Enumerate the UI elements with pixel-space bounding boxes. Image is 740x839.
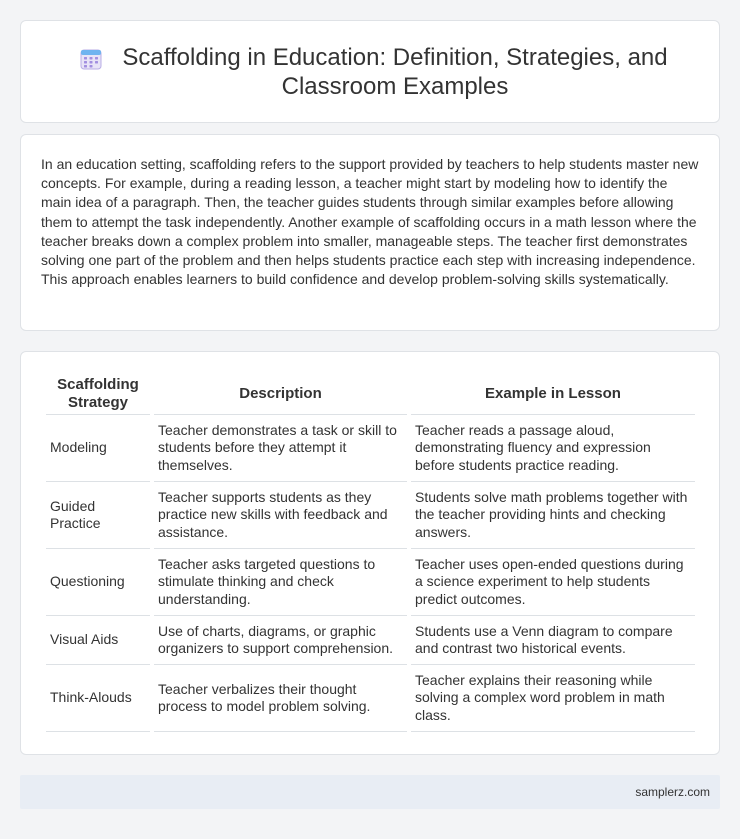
column-header-description: Description	[154, 373, 407, 415]
example-cell: Students solve math problems together with the teacher providing hints and checking answers.	[411, 482, 695, 549]
page-title: Scaffolding in Education: Definition, Strategies, and Classroom Examples	[122, 44, 668, 100]
table-header-row	[46, 373, 695, 415]
footer-site-link[interactable]: samplerz.com	[635, 785, 710, 799]
column-header-strategy: Scaffolding Strategy	[46, 373, 150, 415]
description-cell: Teacher supports students as they practice new skills with feedback and assistance.	[154, 482, 407, 549]
strategy-cell: Visual Aids	[46, 616, 150, 665]
column-header-example: Example in Lesson	[411, 373, 695, 415]
intro-card	[20, 134, 720, 331]
table-row	[46, 616, 695, 665]
strategy-cell: Think-Alouds	[46, 665, 150, 732]
table-row	[46, 549, 695, 616]
description-cell: Teacher asks targeted questions to stimulate thinking and check understanding.	[154, 549, 407, 616]
footer	[20, 775, 720, 809]
description-cell: Teacher verbalizes their thought process to model problem solving.	[154, 665, 407, 732]
description-cell: Teacher demonstrates a task or skill to students before they attempt it themselves.	[154, 415, 407, 482]
example-cell: Teacher explains their reasoning while solving a complex word problem in math class.	[411, 665, 695, 732]
title-card	[20, 20, 720, 123]
table-row	[46, 482, 695, 549]
table-card	[20, 351, 720, 755]
intro-paragraph: In an education setting, scaffolding refers to the support provided by teachers to help students master new concepts. For example, during a reading lesson, a teacher might start by modeling how to identify the main idea of a paragraph. Then, the teacher guides students through similar examples before allowing them to attempt the task independently. Another example of scaffolding occurs in a math lesson where the teacher breaks down a complex problem into smaller, manageable steps. The teacher first demonstrates solving one part of the problem and then helps students practice each step with increasing independence. This approach enables learners to build confidence and develop problem-solving skills systematically.	[41, 156, 699, 288]
strategy-cell: Modeling	[46, 415, 150, 482]
strategy-cell: Guided Practice	[46, 482, 150, 549]
description-cell: Use of charts, diagrams, or graphic organizers to support comprehension.	[154, 616, 407, 665]
example-cell: Students use a Venn diagram to compare and contrast two historical events.	[411, 616, 695, 665]
example-cell: Teacher uses open-ended questions during a science experiment to help students predict outcomes.	[411, 549, 695, 616]
strategies-table	[42, 373, 699, 732]
strategy-cell: Questioning	[46, 549, 150, 616]
calendar-icon	[79, 47, 103, 71]
table-row	[46, 665, 695, 732]
table-row	[46, 415, 695, 482]
example-cell: Teacher reads a passage aloud, demonstrating fluency and expression before students practice reading.	[411, 415, 695, 482]
